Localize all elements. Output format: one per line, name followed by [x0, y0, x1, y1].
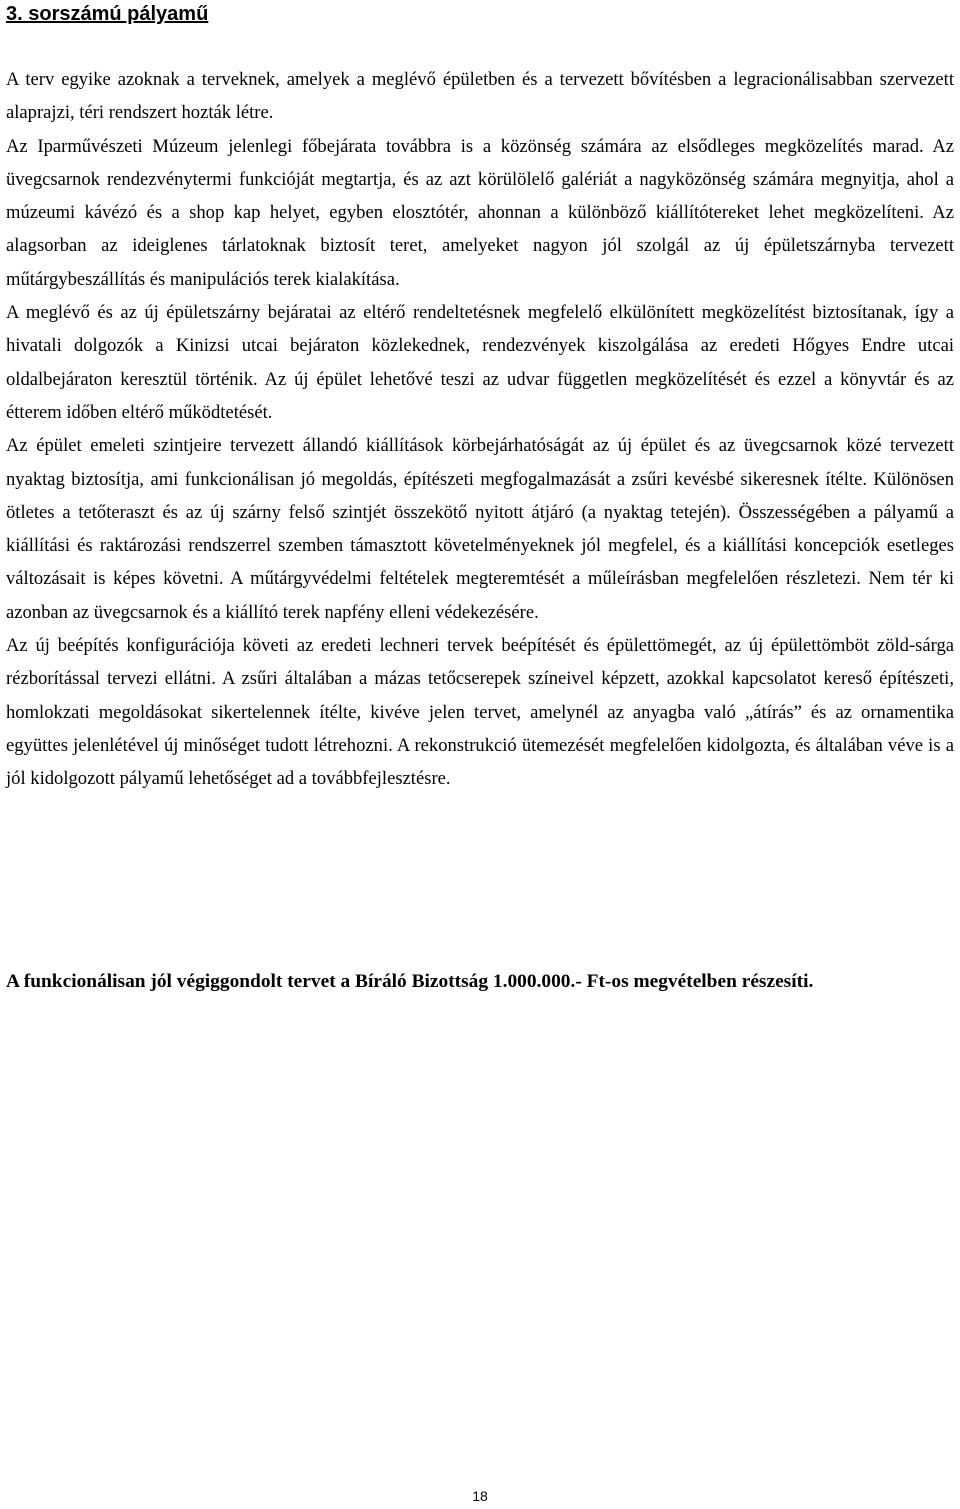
document-body: [6, 63, 954, 796]
conclusion-statement: A funkcionálisan jól végiggondolt tervet a Bíráló Bizottság 1.000.000.- Ft-os megvételben részesíti.: [6, 971, 814, 992]
paragraph-3: A meglévő és az új épületszárny bejáratai az eltérő rendeltetésnek megfelelő elkülönített megközelítést biztosítanak, így a hivatali dolgozók a Kinizsi utcai bejáraton közlekednek, rendezvények kiszolgálása az eredeti Hőgyes Endre utcai oldalbejáraton keresztül történik. Az új épület lehetővé teszi az udvar független megközelítését és ezzel a könyvtár és az étterem időben eltérő működtetését.: [6, 302, 954, 423]
paragraph-2: Az Iparművészeti Múzeum jelenlegi főbejárata továbbra is a közönség számára az elsődleges megközelítés marad. Az üvegcsarnok rendezvénytermi funkcióját megtartja, és az azt körülölelő galériát a nagyközönség számára megnyitja, ahol a múzeumi kávézó és a shop kap helyet, egyben elosztótér, ahonnan a különböző kiállítótereket lehet megközelíteni. Az alagsorban az ideiglenes tárlatoknak biztosít teret, amelyeket nagyon jól szolgál az új épületszárnyba tervezett műtárgybeszállítás és manipulációs terek kialakítása.: [6, 135, 954, 290]
paragraph-5: Az új beépítés konfigurációja követi az eredeti lechneri tervek beépítését és épülettömegét, az új épülettömböt zöld-sárga rézborítással tervezi ellátni. A zsűri általában a mázas tetőcserepek színeivel képzett, azokkal kapcsolatot kereső építészeti, homlokzati megoldásokat sikertelennek ítélte, kivéve jelen tervet, amelynél az anyagba való „átírás” és az ornamentika együttes jelenlétével új minőséget tudott létrehozni. A rekonstrukció ütemezését megfelelően kidolgozta, és általában véve is a jól kidolgozott pályamű lehetőséget ad a továbbfejlesztésre.: [6, 635, 954, 790]
paragraph-4: Az épület emeleti szintjeire tervezett állandó kiállítások körbejárhatóságát az új épület és az üvegcsarnok közé tervezett nyaktag biztosítja, ami funkcionálisan jó megoldás, építészeti megfogalmazását a zsűri kevésbé sikeresnek ítélte. Különösen ötletes a tetőteraszt és az új szárny felső szintjét összekötő nyitott átjáró (a nyaktag tetején). Összességében a pályamű a kiállítási és raktározási rendszerrel szemben támasztott követelményeknek jól megfelel, és a kiállítási koncepciók esetleges változásait is képes követni. A műtárgyvédelmi feltételek megteremtését a műleírásban megfelelően részletezi. Nem tér ki azonban az üvegcsarnok és a kiállító terek napfény elleni védekezésére.: [6, 435, 954, 623]
document-heading: 3. sorszámú pályamű: [6, 3, 209, 25]
paragraph-1: A terv egyike azoknak a terveknek, amelyek a meglévő épületben és a tervezett bővítésben a legracionálisabban szervezett alaprajzi, téri rendszert hozták létre.: [6, 69, 954, 124]
page-number: 18: [472, 1488, 488, 1504]
